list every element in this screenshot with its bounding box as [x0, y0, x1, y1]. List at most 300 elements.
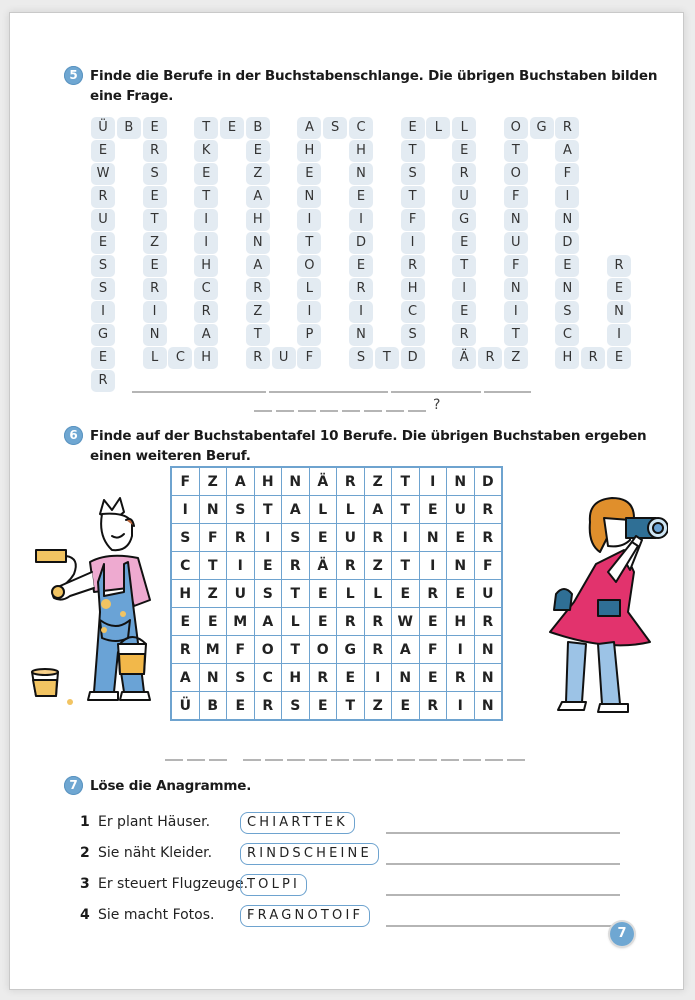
snake-letter: U	[452, 186, 476, 208]
grid-letter-cell[interactable]: R	[474, 524, 502, 552]
grid-row	[171, 496, 502, 524]
snake-letter: E	[143, 255, 167, 277]
grid-row	[171, 467, 502, 496]
grid-letter-cell[interactable]: I	[171, 496, 199, 524]
grid-letter-cell[interactable]: N	[392, 664, 420, 692]
snake-letter: D	[401, 347, 425, 369]
snake-letter: S	[323, 117, 347, 139]
grid-letter-cell[interactable]: R	[474, 496, 502, 524]
grid-letter-cell[interactable]: E	[337, 664, 365, 692]
anagram-clue: Er steuert Flugzeuge.	[98, 876, 249, 892]
snake-letter: R	[91, 370, 115, 392]
snake-letter: H	[401, 278, 425, 300]
task-5-instruction-line1: Finde die Berufe in der Buchstabenschlange. Die übrigen Buchstaben bilden	[90, 68, 658, 84]
grid-letter-cell[interactable]: H	[171, 580, 199, 608]
letter-blank	[298, 410, 316, 412]
snake-letter: I	[194, 209, 218, 231]
letter-blank	[507, 759, 525, 761]
snake-letter: R	[143, 140, 167, 162]
grid-letter-cell[interactable]: L	[337, 580, 365, 608]
grid-letter-cell[interactable]: L	[337, 496, 365, 524]
snake-letter: C	[194, 278, 218, 300]
grid-letter-cell[interactable]: M	[227, 608, 255, 636]
snake-letter: I	[297, 209, 321, 231]
letter-blank	[276, 410, 294, 412]
letter-blank	[287, 759, 305, 761]
snake-letter: H	[555, 347, 579, 369]
grid-letter-cell[interactable]: U	[227, 580, 255, 608]
grid-letter-cell[interactable]: W	[392, 608, 420, 636]
snake-letter: I	[555, 186, 579, 208]
grid-letter-cell[interactable]: N	[474, 636, 502, 664]
letter-blank	[463, 391, 481, 393]
grid-letter-cell[interactable]: D	[474, 467, 502, 496]
task-6-instruction-line1: Finde auf der Buchstabentafel 10 Berufe. Die übrigen Buchstaben ergeben	[90, 428, 647, 444]
snake-letter: G	[91, 324, 115, 346]
grid-letter-cell[interactable]: F	[474, 552, 502, 580]
snake-letter: E	[452, 232, 476, 254]
snake-letter: E	[297, 163, 321, 185]
anagram-number: 1	[80, 814, 90, 830]
snake-letter: S	[401, 163, 425, 185]
snake-letter: B	[117, 117, 141, 139]
snake-letter: T	[143, 209, 167, 231]
snake-letter: L	[143, 347, 167, 369]
anagram-answer-line[interactable]	[386, 894, 620, 896]
snake-letter: O	[504, 117, 528, 139]
snake-letter: A	[555, 140, 579, 162]
grid-letter-cell[interactable]: R	[364, 608, 392, 636]
snake-letter: U	[504, 232, 528, 254]
grid-row	[171, 524, 502, 552]
grid-letter-cell[interactable]: R	[337, 552, 365, 580]
snake-letter: F	[504, 255, 528, 277]
grid-letter-cell[interactable]: A	[254, 608, 282, 636]
snake-letter: T	[297, 232, 321, 254]
snake-letter: N	[555, 278, 579, 300]
letter-blank	[408, 410, 426, 412]
snake-letter: C	[349, 117, 373, 139]
snake-letter: S	[555, 301, 579, 323]
snake-letter: A	[246, 255, 270, 277]
grid-letter-cell[interactable]: Z	[199, 580, 227, 608]
photographer-illustration	[538, 492, 668, 722]
snake-letter: E	[607, 347, 631, 369]
grid-letter-cell[interactable]: I	[447, 692, 475, 721]
letter-blank	[419, 759, 437, 761]
snake-letter: E	[246, 140, 270, 162]
snake-letter: S	[91, 255, 115, 277]
grid-letter-cell[interactable]: Z	[364, 552, 392, 580]
grid-letter-cell[interactable]: O	[309, 636, 337, 664]
snake-letter: O	[297, 255, 321, 277]
grid-letter-cell[interactable]: F	[227, 636, 255, 664]
letter-blank	[441, 759, 459, 761]
snake-letter: A	[194, 324, 218, 346]
grid-letter-cell[interactable]: Z	[364, 467, 392, 496]
grid-letter-cell[interactable]: E	[447, 524, 475, 552]
snake-letter: L	[297, 278, 321, 300]
snake-letter: E	[349, 186, 373, 208]
letter-blank	[485, 759, 503, 761]
snake-letter: R	[246, 347, 270, 369]
grid-letter-cell[interactable]: L	[282, 608, 310, 636]
grid-letter-cell[interactable]: Ü	[171, 692, 199, 721]
snake-letter: N	[349, 324, 373, 346]
snake-letter: E	[194, 163, 218, 185]
snake-letter: R	[607, 255, 631, 277]
grid-letter-cell[interactable]: R	[419, 692, 447, 721]
grid-letter-cell[interactable]: N	[474, 692, 502, 721]
letter-blank	[353, 759, 371, 761]
anagram-letters: RINDSCHEINE	[240, 843, 379, 865]
grid-letter-cell[interactable]: R	[447, 664, 475, 692]
grid-letter-cell[interactable]: E	[309, 608, 337, 636]
grid-letter-cell[interactable]: A	[171, 664, 199, 692]
snake-letter: C	[401, 301, 425, 323]
grid-letter-cell[interactable]: H	[447, 608, 475, 636]
grid-letter-cell[interactable]: T	[254, 496, 282, 524]
snake-letter: Z	[504, 347, 528, 369]
letter-blank	[187, 759, 205, 761]
snake-letter: N	[504, 209, 528, 231]
grid-letter-cell[interactable]: I	[364, 664, 392, 692]
grid-letter-cell[interactable]: Ä	[309, 552, 337, 580]
task-5-instruction-line2: eine Frage.	[90, 88, 174, 104]
anagram-letters: CHIARTTEK	[240, 812, 355, 834]
grid-letter-cell[interactable]: E	[419, 496, 447, 524]
painter-illustration	[28, 492, 158, 707]
grid-letter-cell[interactable]: I	[447, 636, 475, 664]
snake-letter: R	[478, 347, 502, 369]
snake-letter: T	[401, 186, 425, 208]
grid-row	[171, 664, 502, 692]
grid-letter-cell[interactable]: I	[227, 552, 255, 580]
grid-letter-cell[interactable]: I	[419, 552, 447, 580]
snake-letter: Z	[143, 232, 167, 254]
grid-letter-cell[interactable]: N	[282, 467, 310, 496]
grid-letter-cell[interactable]: R	[227, 524, 255, 552]
grid-letter-cell[interactable]: E	[171, 608, 199, 636]
snake-letter: R	[452, 163, 476, 185]
grid-letter-cell[interactable]: E	[447, 580, 475, 608]
snake-letter: E	[401, 117, 425, 139]
anagram-answer-line[interactable]	[386, 925, 620, 927]
snake-letter: K	[194, 140, 218, 162]
grid-letter-cell[interactable]: T	[392, 552, 420, 580]
snake-letter: T	[401, 140, 425, 162]
snake-letter: I	[504, 301, 528, 323]
grid-letter-cell[interactable]: B	[199, 692, 227, 721]
snake-letter: E	[349, 255, 373, 277]
anagram-number: 4	[80, 907, 90, 923]
grid-letter-cell[interactable]: A	[227, 467, 255, 496]
grid-letter-cell[interactable]: R	[474, 608, 502, 636]
snake-letter: H	[297, 140, 321, 162]
snake-letter: T	[452, 255, 476, 277]
anagram-number: 2	[80, 845, 90, 861]
grid-letter-cell[interactable]: N	[199, 664, 227, 692]
letter-blank	[248, 391, 266, 393]
grid-letter-cell[interactable]: M	[199, 636, 227, 664]
letter-blank	[386, 410, 404, 412]
snake-letter: H	[349, 140, 373, 162]
letter-blank	[463, 759, 481, 761]
grid-letter-cell[interactable]: H	[282, 664, 310, 692]
grid-letter-cell[interactable]: L	[309, 496, 337, 524]
snake-letter: N	[349, 163, 373, 185]
grid-letter-cell[interactable]: T	[392, 496, 420, 524]
grid-letter-cell[interactable]: E	[254, 552, 282, 580]
snake-letter: T	[504, 140, 528, 162]
grid-letter-cell[interactable]: H	[254, 467, 282, 496]
anagram-clue: Sie näht Kleider.	[98, 845, 213, 861]
task-5-number-badge: 5	[64, 66, 83, 85]
grid-letter-cell[interactable]: N	[474, 664, 502, 692]
task-7-instruction: Löse die Anagramme.	[90, 778, 252, 794]
grid-letter-cell[interactable]: U	[337, 524, 365, 552]
snake-letter: E	[91, 140, 115, 162]
snake-letter: H	[194, 347, 218, 369]
snake-letter: R	[246, 278, 270, 300]
grid-letter-cell[interactable]: A	[282, 496, 310, 524]
grid-row	[171, 608, 502, 636]
grid-letter-cell[interactable]: N	[447, 552, 475, 580]
grid-letter-cell[interactable]: R	[254, 692, 282, 721]
grid-letter-cell[interactable]: Z	[199, 467, 227, 496]
grid-letter-cell[interactable]: N	[447, 467, 475, 496]
grid-letter-cell[interactable]: S	[254, 580, 282, 608]
anagram-answer-line[interactable]	[386, 832, 620, 834]
snake-letter: E	[555, 255, 579, 277]
grid-letter-cell[interactable]: R	[337, 608, 365, 636]
snake-letter: S	[349, 347, 373, 369]
snake-letter: C	[555, 324, 579, 346]
grid-letter-cell[interactable]: E	[309, 524, 337, 552]
anagram-number: 3	[80, 876, 90, 892]
snake-letter: I	[452, 278, 476, 300]
snake-letter: T	[246, 324, 270, 346]
letter-blank	[254, 410, 272, 412]
snake-letter: T	[194, 117, 218, 139]
snake-letter: I	[194, 232, 218, 254]
anagram-clue: Er plant Häuser.	[98, 814, 211, 830]
word-search-grid	[170, 466, 503, 721]
snake-letter: R	[91, 186, 115, 208]
snake-letter: Ü	[91, 117, 115, 139]
snake-letter: A	[297, 117, 321, 139]
grid-letter-cell[interactable]: E	[309, 692, 337, 721]
snake-letter: C	[168, 347, 192, 369]
snake-letter: I	[607, 324, 631, 346]
grid-letter-cell[interactable]: C	[254, 664, 282, 692]
grid-letter-cell[interactable]: C	[171, 552, 199, 580]
grid-letter-cell[interactable]: L	[364, 580, 392, 608]
snake-letter: T	[194, 186, 218, 208]
snake-letter: R	[401, 255, 425, 277]
grid-letter-cell[interactable]: S	[282, 692, 310, 721]
snake-letter: E	[143, 117, 167, 139]
grid-letter-cell[interactable]: S	[227, 496, 255, 524]
grid-letter-cell[interactable]: T	[392, 467, 420, 496]
grid-letter-cell[interactable]: T	[337, 692, 365, 721]
snake-letter: R	[143, 278, 167, 300]
grid-letter-cell[interactable]: R	[282, 552, 310, 580]
grid-letter-cell[interactable]: F	[419, 636, 447, 664]
anagram-letters: TOLPI	[240, 874, 307, 896]
grid-letter-cell[interactable]: S	[227, 664, 255, 692]
letter-blank	[370, 391, 388, 393]
task-6-number-badge: 6	[64, 426, 83, 445]
anagram-answer-line[interactable]	[386, 863, 620, 865]
snake-letter: I	[401, 232, 425, 254]
snake-letter: B	[246, 117, 270, 139]
snake-letter: Z	[246, 163, 270, 185]
snake-letter: U	[272, 347, 296, 369]
grid-letter-cell[interactable]: E	[309, 580, 337, 608]
grid-letter-cell[interactable]: E	[199, 608, 227, 636]
letter-blank	[243, 759, 261, 761]
grid-letter-cell[interactable]: E	[227, 692, 255, 721]
snake-letter: N	[607, 301, 631, 323]
snake-letter: R	[194, 301, 218, 323]
snake-letter: I	[143, 301, 167, 323]
letter-blank	[513, 391, 531, 393]
snake-letter: G	[452, 209, 476, 231]
letter-blank	[375, 759, 393, 761]
snake-letter: F	[297, 347, 321, 369]
snake-letter: R	[452, 324, 476, 346]
letter-blank	[364, 410, 382, 412]
grid-letter-cell[interactable]: Z	[364, 692, 392, 721]
grid-letter-cell[interactable]: S	[171, 524, 199, 552]
snake-letter: L	[452, 117, 476, 139]
grid-letter-cell[interactable]: R	[309, 664, 337, 692]
grid-letter-cell[interactable]: F	[199, 524, 227, 552]
snake-letter: I	[349, 301, 373, 323]
snake-letter: F	[504, 186, 528, 208]
snake-letter: E	[143, 186, 167, 208]
snake-letter: N	[246, 232, 270, 254]
grid-letter-cell[interactable]: R	[419, 580, 447, 608]
snake-letter: O	[504, 163, 528, 185]
snake-letter: R	[555, 117, 579, 139]
grid-letter-cell[interactable]: E	[392, 580, 420, 608]
snake-letter: A	[246, 186, 270, 208]
snake-letter: Z	[246, 301, 270, 323]
grid-letter-cell[interactable]: I	[419, 467, 447, 496]
grid-letter-cell[interactable]: A	[392, 636, 420, 664]
letter-blank	[165, 759, 183, 761]
grid-row	[171, 552, 502, 580]
snake-letter: I	[297, 301, 321, 323]
snake-letter: S	[401, 324, 425, 346]
snake-letter: N	[297, 186, 321, 208]
grid-letter-cell[interactable]: G	[337, 636, 365, 664]
snake-letter: N	[143, 324, 167, 346]
letter-blank	[265, 759, 283, 761]
letter-blank	[209, 759, 227, 761]
grid-letter-cell[interactable]: U	[474, 580, 502, 608]
snake-letter: I	[349, 209, 373, 231]
snake-letter: E	[452, 301, 476, 323]
page-number-badge: 7	[610, 922, 634, 946]
grid-letter-cell[interactable]: Ä	[309, 467, 337, 496]
grid-letter-cell[interactable]: R	[364, 636, 392, 664]
letter-blank	[320, 410, 338, 412]
letter-blank	[342, 410, 360, 412]
snake-letter: E	[91, 347, 115, 369]
letter-blank	[331, 759, 349, 761]
grid-letter-cell[interactable]: N	[199, 496, 227, 524]
snake-letter: N	[504, 278, 528, 300]
grid-letter-cell[interactable]: R	[171, 636, 199, 664]
grid-letter-cell[interactable]: F	[171, 467, 199, 496]
grid-letter-cell[interactable]: S	[282, 524, 310, 552]
snake-letter: D	[555, 232, 579, 254]
question-mark: ?	[433, 397, 441, 413]
snake-letter: E	[91, 232, 115, 254]
letter-blank	[309, 759, 327, 761]
snake-letter: I	[91, 301, 115, 323]
grid-row	[171, 636, 502, 664]
anagram-letters: FRAGNOTOIF	[240, 905, 370, 927]
grid-letter-cell[interactable]: I	[254, 524, 282, 552]
grid-letter-cell[interactable]: O	[254, 636, 282, 664]
anagram-clue: Sie macht Fotos.	[98, 907, 215, 923]
grid-letter-cell[interactable]: A	[364, 496, 392, 524]
snake-letter: T	[504, 324, 528, 346]
grid-letter-cell[interactable]: E	[419, 664, 447, 692]
grid-letter-cell[interactable]: E	[419, 608, 447, 636]
snake-letter: E	[452, 140, 476, 162]
snake-letter: H	[194, 255, 218, 277]
snake-letter: N	[555, 209, 579, 231]
snake-letter: E	[607, 278, 631, 300]
snake-letter: T	[375, 347, 399, 369]
grid-letter-cell[interactable]: E	[392, 692, 420, 721]
grid-letter-cell[interactable]: R	[337, 467, 365, 496]
snake-letter: H	[246, 209, 270, 231]
snake-letter: E	[220, 117, 244, 139]
snake-letter: P	[297, 324, 321, 346]
snake-letter: D	[349, 232, 373, 254]
grid-letter-cell[interactable]: R	[364, 524, 392, 552]
task-6-instruction-line2: einen weiteren Beruf.	[90, 448, 251, 464]
snake-letter: F	[401, 209, 425, 231]
grid-row	[171, 580, 502, 608]
grid-letter-cell[interactable]: I	[392, 524, 420, 552]
grid-letter-cell[interactable]: N	[419, 524, 447, 552]
snake-letter: R	[581, 347, 605, 369]
snake-letter: G	[530, 117, 554, 139]
grid-letter-cell[interactable]: T	[282, 636, 310, 664]
grid-letter-cell[interactable]: U	[447, 496, 475, 524]
grid-letter-cell[interactable]: T	[282, 580, 310, 608]
snake-letter: W	[91, 163, 115, 185]
snake-letter: F	[555, 163, 579, 185]
snake-letter: Ä	[452, 347, 476, 369]
grid-row	[171, 692, 502, 721]
snake-letter: L	[426, 117, 450, 139]
task-7-number-badge: 7	[64, 776, 83, 795]
snake-letter: S	[91, 278, 115, 300]
snake-letter: R	[349, 278, 373, 300]
grid-letter-cell[interactable]: T	[199, 552, 227, 580]
letter-blank	[397, 759, 415, 761]
snake-letter: S	[143, 163, 167, 185]
snake-letter: U	[91, 209, 115, 231]
